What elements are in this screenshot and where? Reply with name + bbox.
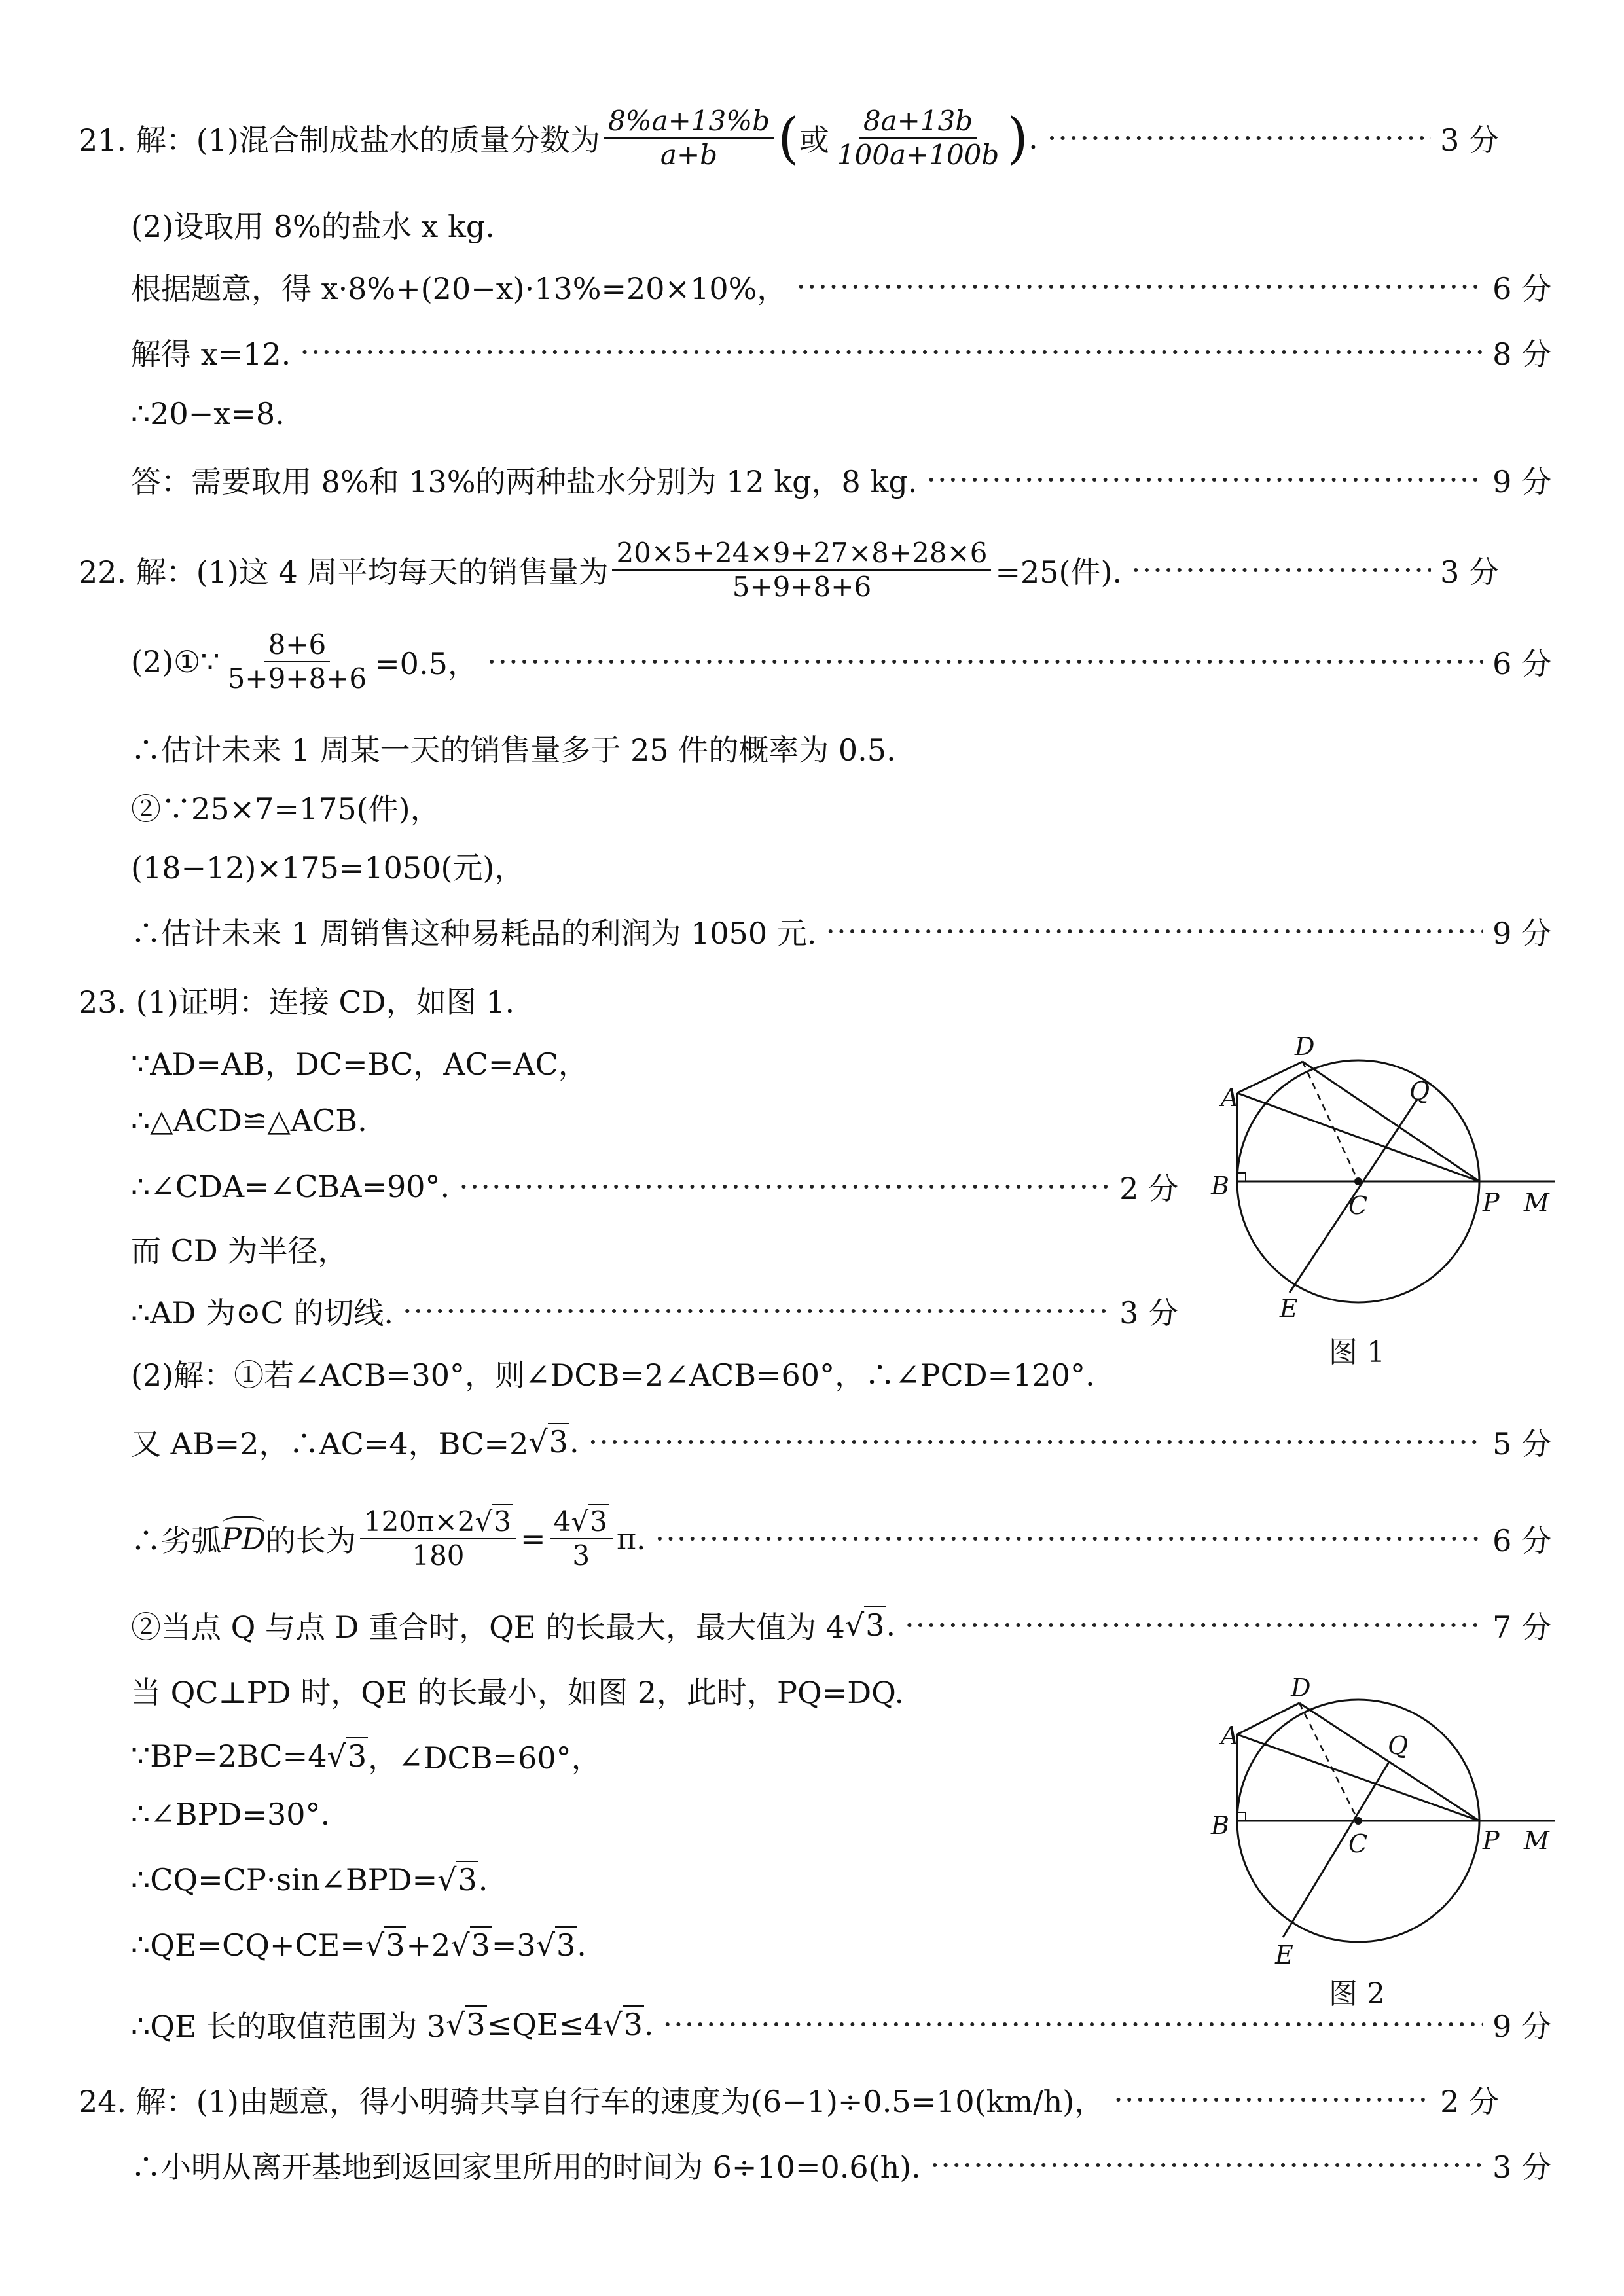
q23-line9: ∴劣弧 PD 的长为 $\frac{120\pi\times 2√3}{180}$ = $\frac{4√3}{3}$ π. ····· 6 分	[131, 1505, 1551, 1572]
label-D: D	[1291, 1676, 1311, 1702]
label-Q: Q	[1388, 1731, 1409, 1760]
q22-line4: ②∵25×7=175(件)，	[131, 791, 441, 827]
q22-line1: 22. 解：(1)这 4 周平均每天的销售量为 $\frac{20\times 5+24\times 9+27\times 8+28\times 6}{5+9+8+6}$ =25(件). ····· 3 分	[79, 537, 1499, 603]
label-E: E	[1275, 1941, 1293, 1969]
q24-line1: 24. 解：(1)由题意，得小明骑共享自行车的速度为(6−1)÷0.5=10(km/h)， ····· 2 分	[79, 2078, 1499, 2121]
label-A: A	[1221, 1721, 1239, 1750]
q23-line11: 当 QC⊥PD 时，QE 的长最小，如图 2，此时，PQ=DQ.	[131, 1675, 905, 1710]
label-P: P	[1483, 1188, 1500, 1217]
q22-line3: ∴估计未来 1 周某一天的销售量多于 25 件的概率为 0.5.	[131, 732, 896, 768]
label-C: C	[1348, 1829, 1368, 1858]
q23-line10: ②当点 Q 与点 D 重合时，QE 的长最大，最大值为 4 √3 . ····· 7 分	[131, 1604, 1551, 1647]
fraction: $\frac{120\pi\times 2√3}{180}$	[360, 1505, 516, 1572]
q23-line12: ∵BP=2BC=4 √3 ，∠DCB=60°，	[131, 1738, 602, 1776]
fraction: $\frac{8a+13b}{100a+100b}$	[837, 105, 1000, 171]
fraction: $\frac{8\%a+13\%b}{a+b}$	[604, 105, 774, 171]
q23-line1: 23. (1)证明：连接 CD，如图 1.	[79, 984, 515, 1020]
label-M: M	[1524, 1826, 1549, 1855]
q22-line5: (18−12)×175=1050(元)，	[131, 850, 525, 886]
q23-line15: ∴QE=CQ+CE= √3 +2 √3 =3 √3 .	[131, 1928, 586, 1963]
q21-line4: 解得 x=12. ····· 8 分	[131, 331, 1551, 374]
q21-line6: 答：需要取用 8%和 13%的两种盐水分别为 12 kg，8 kg. ····· 9 分	[131, 458, 1551, 501]
label-B: B	[1211, 1172, 1229, 1200]
label-C: C	[1348, 1191, 1368, 1220]
label-Q: Q	[1409, 1077, 1430, 1105]
label-A: A	[1221, 1083, 1239, 1112]
q23-line16: ∴QE 长的取值范围为 3 √3 ≤QE≤4 √3 . ····· 9 分	[131, 2003, 1551, 2046]
score: 3 分	[1440, 122, 1499, 158]
fraction: $\frac{8+6}{5+9+8+6}$	[227, 628, 367, 694]
q23-line14: ∴CQ=CP·sin∠BPD= √3 .	[131, 1862, 488, 1897]
q23-line5: 而 CD 为半径，	[131, 1233, 348, 1268]
q23-line2: ∵AD=AB，DC=BC，AC=AC，	[131, 1047, 588, 1082]
q21-line1: 21. 解：(1)混合制成盐水的质量分数为 $\frac{8\%a+13\%b}{a+b}$ ( 或 $\frac{8a+13b}{100a+100b}$ ) . ····· 3 分	[79, 105, 1499, 171]
q21-line2: (2)设取用 8%的盐水 x kg.	[131, 209, 495, 244]
label-P: P	[1483, 1826, 1500, 1855]
q23-line13: ∴∠BPD=30°.	[131, 1797, 331, 1832]
q21-line3: 根据题意，得 x·8%+(20−x)·13%=20×10%， ····· 6 分	[131, 265, 1551, 308]
figure-2-caption: 图 2	[1329, 1977, 1385, 2011]
q23-line4: ∴∠CDA=∠CBA=90°. ····· 2 分	[131, 1165, 1178, 1208]
leader-dots	[1047, 118, 1431, 158]
q23-line8: 又 AB=2，∴AC=4，BC=2 √3 . ····· 5 分	[131, 1420, 1551, 1463]
q23-line6: ∴AD 为⊙C 的切线. ····· 3 分	[131, 1289, 1178, 1333]
label-D: D	[1295, 1034, 1315, 1061]
fraction: $\frac{20\times 5+24\times 9+27\times 8+28\times 6}{5+9+8+6}$	[612, 537, 991, 603]
fraction: $\frac{4√3}{3}$	[550, 1505, 613, 1572]
q22-line6: ∴估计未来 1 周销售这种易耗品的利润为 1050 元. ····· 9 分	[131, 910, 1551, 953]
q23-line3: ∴△ACD≌△ACB.	[131, 1103, 367, 1138]
q21-line5: ∴20−x=8.	[131, 396, 285, 431]
label-B: B	[1211, 1811, 1229, 1840]
q22-line2: (2)①∵ $\frac{8+6}{5+9+8+6}$ =0.5， ····· 6 分	[131, 628, 1551, 695]
label-M: M	[1524, 1188, 1549, 1217]
q24-line2: ∴小明从离开基地到返回家里所用的时间为 6÷10=0.6(h). ····· 3 分	[131, 2144, 1551, 2187]
label-E: E	[1280, 1294, 1298, 1323]
figure-1-caption: 图 1	[1329, 1336, 1385, 1369]
arc-notation: PD	[221, 1521, 266, 1556]
q23-line7: (2)解：①若∠ACB=30°，则∠DCB=2∠ACB=60°，∴∠PCD=120°.	[131, 1357, 1095, 1393]
